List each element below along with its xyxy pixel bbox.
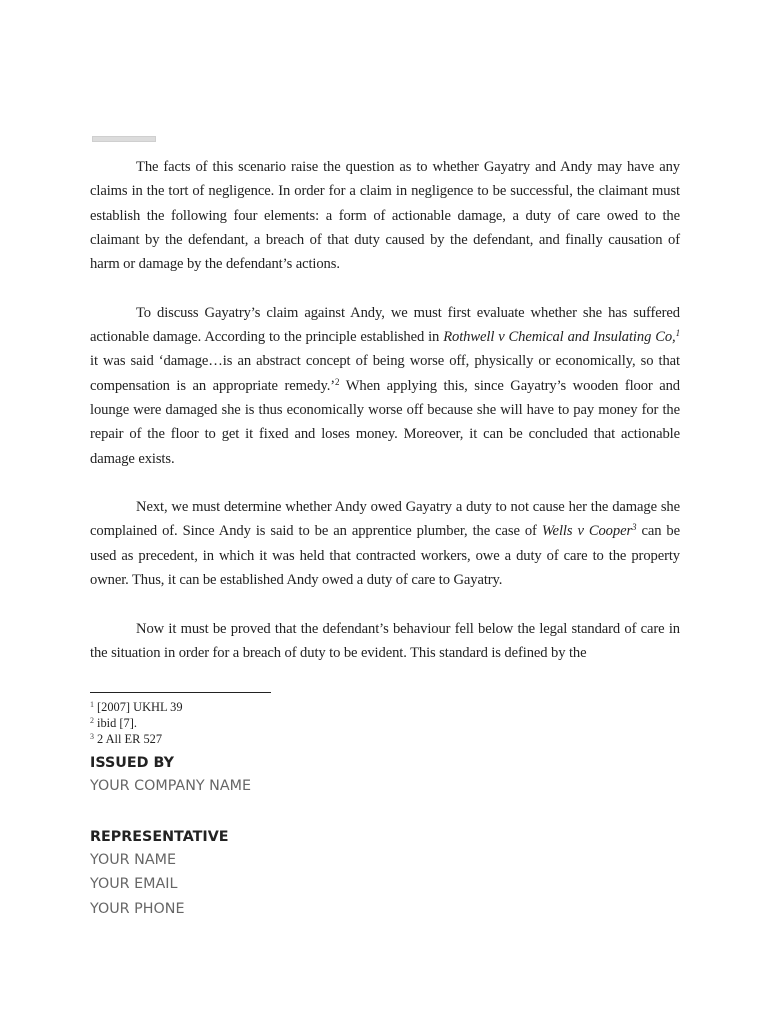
paragraph-3-text-b: can be used as precedent, in which it was held that contracted workers, owe a duty of care to the property owner. Thus, it can be established Andy owed a duty of care to Gayatry. (90, 523, 681, 589)
paragraph-2-text-c: When applying this, since Gayatry’s wooden floor and lounge were damaged she is thus economically worse off because she will have to pay money for the repair of the floor to get it fixed and loses money. Moreover, it can be concluded that actionable damage exists. (90, 377, 681, 467)
company-name: YOUR COMPANY NAME (90, 778, 252, 794)
paragraph-3 (90, 495, 680, 592)
issued-by-label: ISSUED BY (90, 755, 174, 771)
footnotes (90, 700, 183, 747)
case-citation-wells: Wells v Cooper (541, 523, 633, 540)
footnote: $^1$ [2007] UKHL 39 (90, 700, 183, 714)
case-citation-rothwell: Rothwell v Chemical and Insulating Co, (443, 329, 676, 346)
representative-label: REPRESENTATIVE (90, 828, 229, 845)
paragraph-2-text-a: To discuss Gayatry’s claim against Andy, we must first evaluate whether she has suffered actionable damage. According to the principle established in (90, 304, 680, 346)
paragraph-2-text-b: it was said ‘damage…is an abstract concept of being worse off, physically or economically, so that compensation is an appropriate remedy.’ (90, 353, 680, 394)
paragraph-3-text-a: Next, we must determine whether Andy owed Gayatry a duty to not cause her the damage she complained of. Since Andy is said to be an apprentice plumber, the case of (90, 499, 680, 540)
paragraph-4: Now it must be proved that the defendant’s behaviour fell below the legal standard of care in the situation in order for a breach of duty to be evident. This standard is defined by the (90, 620, 680, 661)
representative-name: YOUR NAME (90, 851, 176, 868)
footnote: $^3$ 2 All ER 527 (90, 731, 163, 746)
representative-email: YOUR EMAIL (90, 876, 178, 892)
header-placeholder-bar (92, 136, 156, 142)
paragraph-2 (90, 301, 680, 471)
footnote-separator (90, 692, 271, 693)
footnote-ref-3: 3 (632, 522, 637, 533)
footnote-ref-2: 2 (335, 376, 340, 387)
issuer-block (90, 752, 251, 921)
footnote-ref-1: 1 (675, 328, 680, 339)
representative-phone: YOUR PHONE (90, 900, 185, 917)
paragraph-1: The facts of this scenario raise the question as to whether Gayatry and Andy may have any claims in the tort of negligence. In order for a claim in negligence to be successful, the claimant must establish the following four elements: a form of actionable damage, a duty of care owed to the claimant by the defendant, a breach of that duty caused by the defendant, and finally causation of harm or damage by the defendant’s actions. (90, 159, 680, 273)
footnote: $^2$ ibid [7]. (90, 715, 137, 730)
body-text (90, 155, 680, 665)
